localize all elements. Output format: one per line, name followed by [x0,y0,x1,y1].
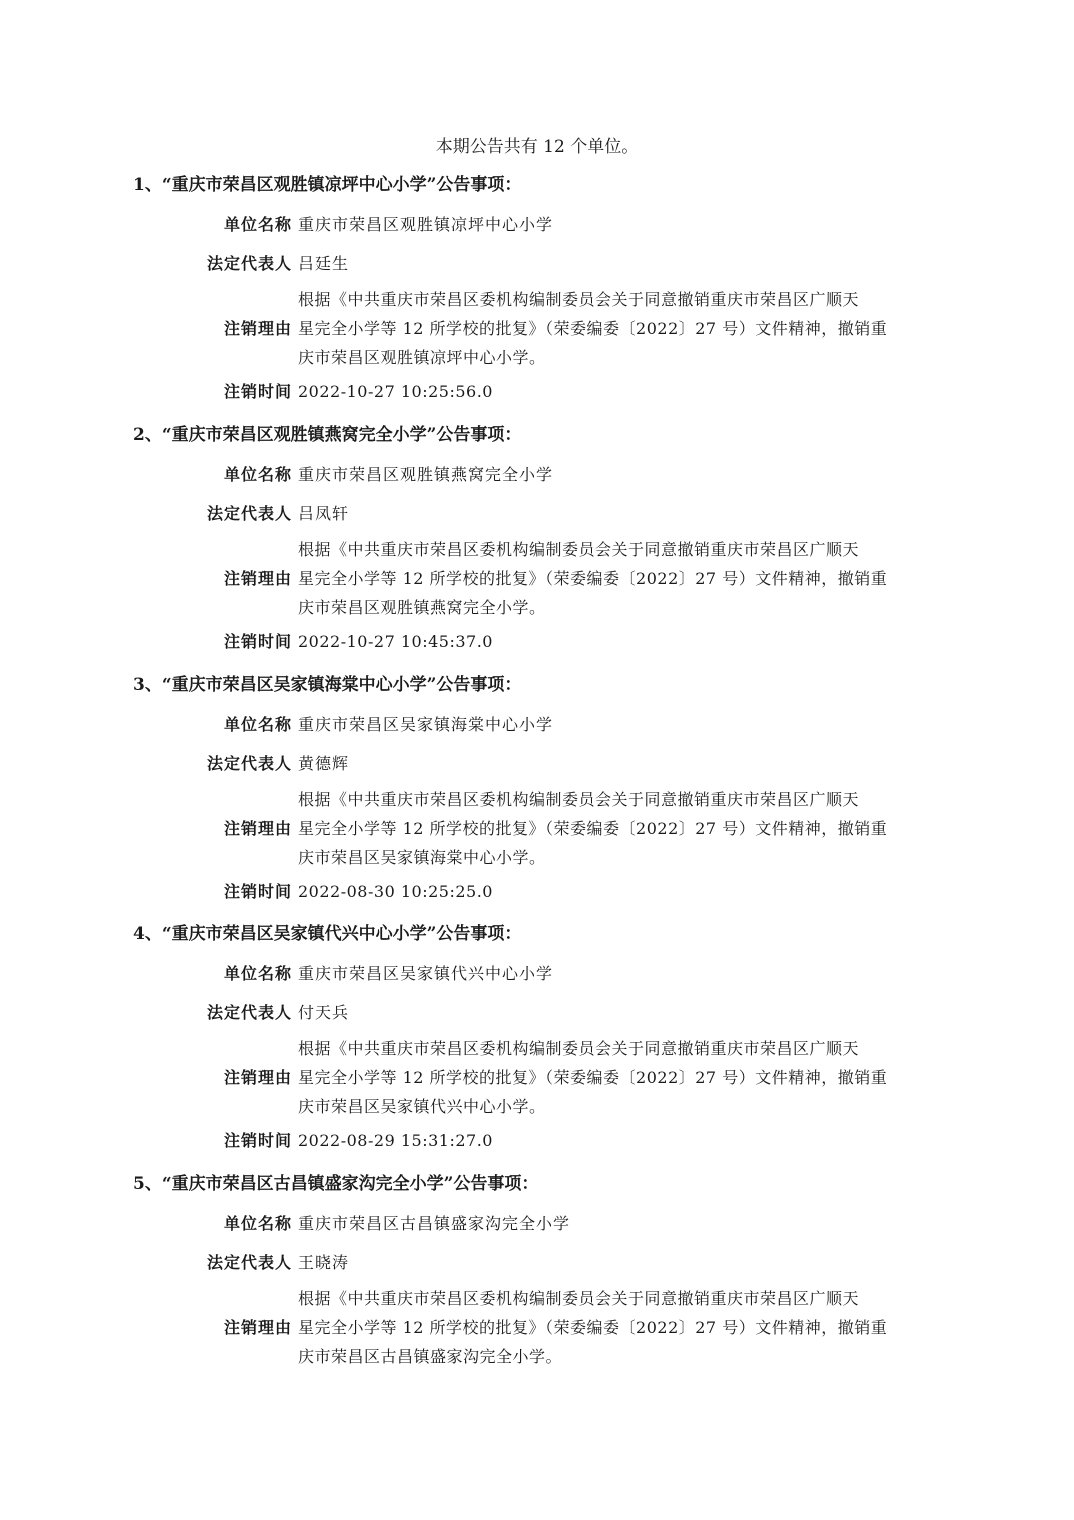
reason-text [298,785,944,872]
reason-line: 庆市荣昌区古昌镇盛家沟完全小学。 [298,1347,563,1366]
time-value: 2022-08-29 15:31:27.0 [298,1131,493,1150]
reason-label: 注销理由 [223,1068,292,1087]
unit-name-label: 单位名称 [223,465,292,484]
legal-rep-label: 法定代表人 [206,504,292,523]
reason-label: 注销理由 [223,1318,292,1337]
reason-line: 庆市荣昌区观胜镇凉坪中心小学。 [298,348,546,367]
summary-line: 本期公告共有 12 个单位。 [435,137,639,157]
time-value: 2022-10-27 10:45:37.0 [298,632,493,651]
time-value: 2022-08-30 10:25:25.0 [298,882,493,901]
entry-title: 4、“重庆市荣昌区吴家镇代兴中心小学”公告事项： [133,924,522,944]
reason-label: 注销理由 [223,819,292,838]
legal-rep-value: 吕凤轩 [298,504,350,523]
reason-label: 注销理由 [223,569,292,588]
reason-line: 星完全小学等 12 所学校的批复》（荣委编委〔2022〕27 号）文件精神，撤销重 [298,1318,888,1337]
reason-line: 根据《中共重庆市荣昌区委机构编制委员会关于同意撤销重庆市荣昌区广顺天 [298,1289,860,1308]
reason-text [298,1034,944,1121]
reason-line: 庆市荣昌区吴家镇海棠中心小学。 [298,848,546,867]
unit-name-label: 单位名称 [223,715,292,734]
reason-line: 根据《中共重庆市荣昌区委机构编制委员会关于同意撤销重庆市荣昌区广顺天 [298,290,860,309]
legal-rep-value: 付天兵 [298,1003,350,1022]
reason-line: 星完全小学等 12 所学校的批复》（荣委编委〔2022〕27 号）文件精神，撤销重 [298,1068,888,1087]
time-label: 注销时间 [223,382,292,401]
legal-rep-value: 吕廷生 [298,254,350,273]
legal-rep-label: 法定代表人 [206,254,292,273]
reason-line: 庆市荣昌区吴家镇代兴中心小学。 [298,1097,546,1116]
legal-rep-label: 法定代表人 [206,754,292,773]
legal-rep-value: 王晓涛 [298,1253,350,1272]
reason-line: 星完全小学等 12 所学校的批复》（荣委编委〔2022〕27 号）文件精神，撤销重 [298,569,888,588]
reason-text [298,535,944,622]
reason-text [298,1284,944,1371]
time-label: 注销时间 [223,632,292,651]
time-label: 注销时间 [223,1131,292,1150]
unit-name-value: 重庆市荣昌区观胜镇燕窝完全小学 [298,465,554,484]
unit-name-label: 单位名称 [223,215,292,234]
unit-name-label: 单位名称 [223,1214,292,1233]
unit-name-label: 单位名称 [223,964,292,983]
reason-line: 庆市荣昌区观胜镇燕窝完全小学。 [298,598,546,617]
time-label: 注销时间 [223,882,292,901]
legal-rep-label: 法定代表人 [206,1003,292,1022]
entry-title: 2、“重庆市荣昌区观胜镇燕窝完全小学”公告事项： [133,425,522,445]
reason-line: 星完全小学等 12 所学校的批复》（荣委编委〔2022〕27 号）文件精神，撤销重 [298,819,888,838]
unit-name-value: 重庆市荣昌区吴家镇海棠中心小学 [298,715,554,734]
reason-line: 根据《中共重庆市荣昌区委机构编制委员会关于同意撤销重庆市荣昌区广顺天 [298,1039,860,1058]
reason-line: 根据《中共重庆市荣昌区委机构编制委员会关于同意撤销重庆市荣昌区广顺天 [298,540,860,559]
legal-rep-value: 黄德辉 [298,754,350,773]
reason-line: 根据《中共重庆市荣昌区委机构编制委员会关于同意撤销重庆市荣昌区广顺天 [298,790,860,809]
legal-rep-label: 法定代表人 [206,1253,292,1272]
time-value: 2022-10-27 10:25:56.0 [298,382,493,401]
entry-title: 3、“重庆市荣昌区吴家镇海棠中心小学”公告事项： [133,675,522,695]
reason-line: 星完全小学等 12 所学校的批复》（荣委编委〔2022〕27 号）文件精神，撤销重 [298,319,888,338]
entry-title: 5、“重庆市荣昌区古昌镇盛家沟完全小学”公告事项： [133,1174,539,1194]
reason-label: 注销理由 [223,319,292,338]
reason-text [298,285,944,372]
unit-name-value: 重庆市荣昌区吴家镇代兴中心小学 [298,964,554,983]
unit-name-value: 重庆市荣昌区观胜镇凉坪中心小学 [298,215,554,234]
unit-name-value: 重庆市荣昌区古昌镇盛家沟完全小学 [298,1214,571,1233]
entry-title: 1、“重庆市荣昌区观胜镇凉坪中心小学”公告事项： [133,175,522,195]
